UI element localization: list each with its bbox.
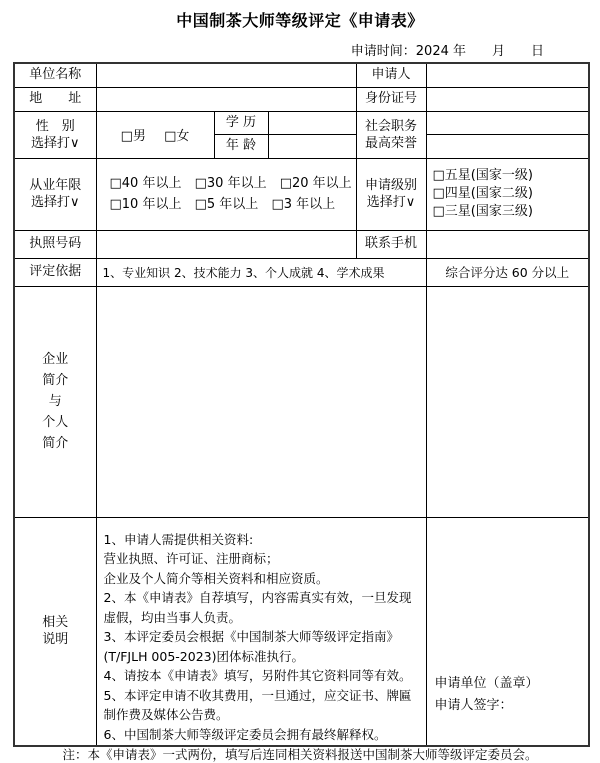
- education-field[interactable]: [268, 111, 356, 134]
- age-label: 年 龄: [214, 134, 268, 158]
- years-label-line2: 选择打∨: [30, 195, 80, 210]
- basis-score-cell: 综合评分达 60 分以上: [426, 258, 589, 286]
- level-label: [356, 158, 426, 230]
- sign-unit-label: 申请单位（盖章）: [434, 675, 539, 691]
- social-honor-label: [356, 111, 426, 158]
- education-label: 学 历: [214, 111, 268, 134]
- notes-line: 企业及个人简介等相关资料和相应资质。: [103, 570, 329, 586]
- gender-label: [14, 111, 96, 158]
- unit-name-field[interactable]: [96, 63, 356, 87]
- level-label-line2: 选择打∨: [366, 195, 416, 210]
- license-label: 执照号码: [14, 230, 96, 258]
- level-options-cell: [426, 158, 589, 230]
- apply-time-line: 申请时间：2024 年 月 日: [350, 44, 544, 59]
- notes-line: 营业执照、许可证、注册商标；: [103, 551, 279, 566]
- honor-field[interactable]: [426, 134, 589, 158]
- applicant-label: 申请人: [356, 63, 426, 87]
- profile-label: [14, 286, 96, 517]
- notes-line: 5、本评定申请不收其费用，一旦通过，应交证书、牌匾: [103, 687, 412, 703]
- social-label-line1: 社会职务: [365, 118, 418, 134]
- gender-label-line2: 选择打∨: [30, 135, 80, 151]
- gender-label-line1: 性 别: [35, 118, 75, 134]
- level-label-line1: 申请级别: [365, 178, 418, 193]
- phone-label: 联系手机: [356, 230, 426, 258]
- age-field[interactable]: [268, 134, 356, 158]
- signature-cell[interactable]: [426, 517, 589, 746]
- phone-field[interactable]: [426, 230, 589, 258]
- id-number-label: 身份证号: [356, 87, 426, 111]
- checkbox-level-4star[interactable]: □四星(国家二级): [432, 186, 533, 201]
- license-field[interactable]: [96, 230, 356, 258]
- notes-label-line2: 说明: [42, 632, 69, 648]
- notes-line: 虚假，均由当事人负责。: [103, 609, 242, 625]
- social-label-line2: 最高荣誉: [365, 135, 418, 151]
- notes-line: 2、本《申请表》自荐填写，内容需真实有效，一旦发现: [103, 590, 412, 605]
- profile-label-line: 个人: [42, 415, 69, 430]
- checkbox-level-3star[interactable]: □三星(国家三级): [432, 204, 533, 219]
- profile-field[interactable]: [96, 286, 426, 517]
- checkbox-years-10plus[interactable]: □10 年以上: [109, 197, 182, 212]
- notes-label: [14, 517, 96, 746]
- notes-text-cell: [96, 517, 426, 746]
- notes-line: 制作费及媒体公告费。: [103, 707, 229, 722]
- checkbox-years-3plus[interactable]: □3 年以上: [271, 197, 336, 212]
- notes-line: 4、请按本《申请表》填写，另附件其它资料同等有效。: [103, 668, 412, 683]
- applicant-field[interactable]: [426, 63, 589, 87]
- checkbox-level-5star[interactable]: □五星(国家一级): [432, 168, 533, 183]
- notes-line: (T/FJLH 005-2023)团体标准执行。: [103, 648, 304, 664]
- application-form-table: [13, 62, 590, 747]
- basis-items-cell: 1、专业知识 2、技术能力 3、个人成就 4、学术成果: [96, 258, 426, 286]
- profile-side-field[interactable]: [426, 286, 589, 517]
- profile-label-line: 与: [48, 394, 62, 409]
- notes-line: 3、本评定委员会根据《中国制茶大师等级评定指南》: [103, 629, 399, 644]
- gender-options-cell: [96, 111, 214, 158]
- checkbox-years-5plus[interactable]: □5 年以上: [194, 197, 259, 212]
- notes-label-line1: 相关: [42, 615, 69, 631]
- checkbox-years-20plus[interactable]: □20 年以上: [279, 176, 352, 191]
- profile-label-line: 简介: [42, 436, 69, 451]
- years-label-line1: 从业年限: [29, 178, 82, 193]
- profile-label-line: 企业: [42, 352, 69, 367]
- checkbox-female[interactable]: □女: [164, 129, 190, 144]
- address-field[interactable]: [96, 87, 356, 111]
- sign-applicant-label: 申请人签字：: [434, 697, 513, 713]
- footer-clipped-text: 注：本《申请表》一式两份，填写后连同相关资料报送中国制茶大师等级评定委员会。: [62, 747, 538, 762]
- notes-line: 1、申请人需提供相关资料:: [103, 531, 254, 547]
- id-number-field[interactable]: [426, 87, 589, 111]
- years-options-cell: [96, 158, 356, 230]
- address-label: 地 址: [14, 87, 96, 111]
- basis-label: 评定依据: [14, 258, 96, 286]
- profile-label-line: 简介: [42, 373, 69, 388]
- social-title-field[interactable]: [426, 111, 589, 134]
- form-title: 中国制茶大师等级评定《申请表》: [176, 11, 424, 30]
- checkbox-years-30plus[interactable]: □30 年以上: [194, 176, 267, 191]
- years-label: [14, 158, 96, 230]
- checkbox-years-40plus[interactable]: □40 年以上: [109, 176, 182, 191]
- checkbox-male[interactable]: □男: [120, 129, 146, 144]
- notes-line: 6、中国制茶大师等级评定委员会拥有最终解释权。: [103, 726, 387, 742]
- unit-name-label: 单位名称: [14, 63, 96, 87]
